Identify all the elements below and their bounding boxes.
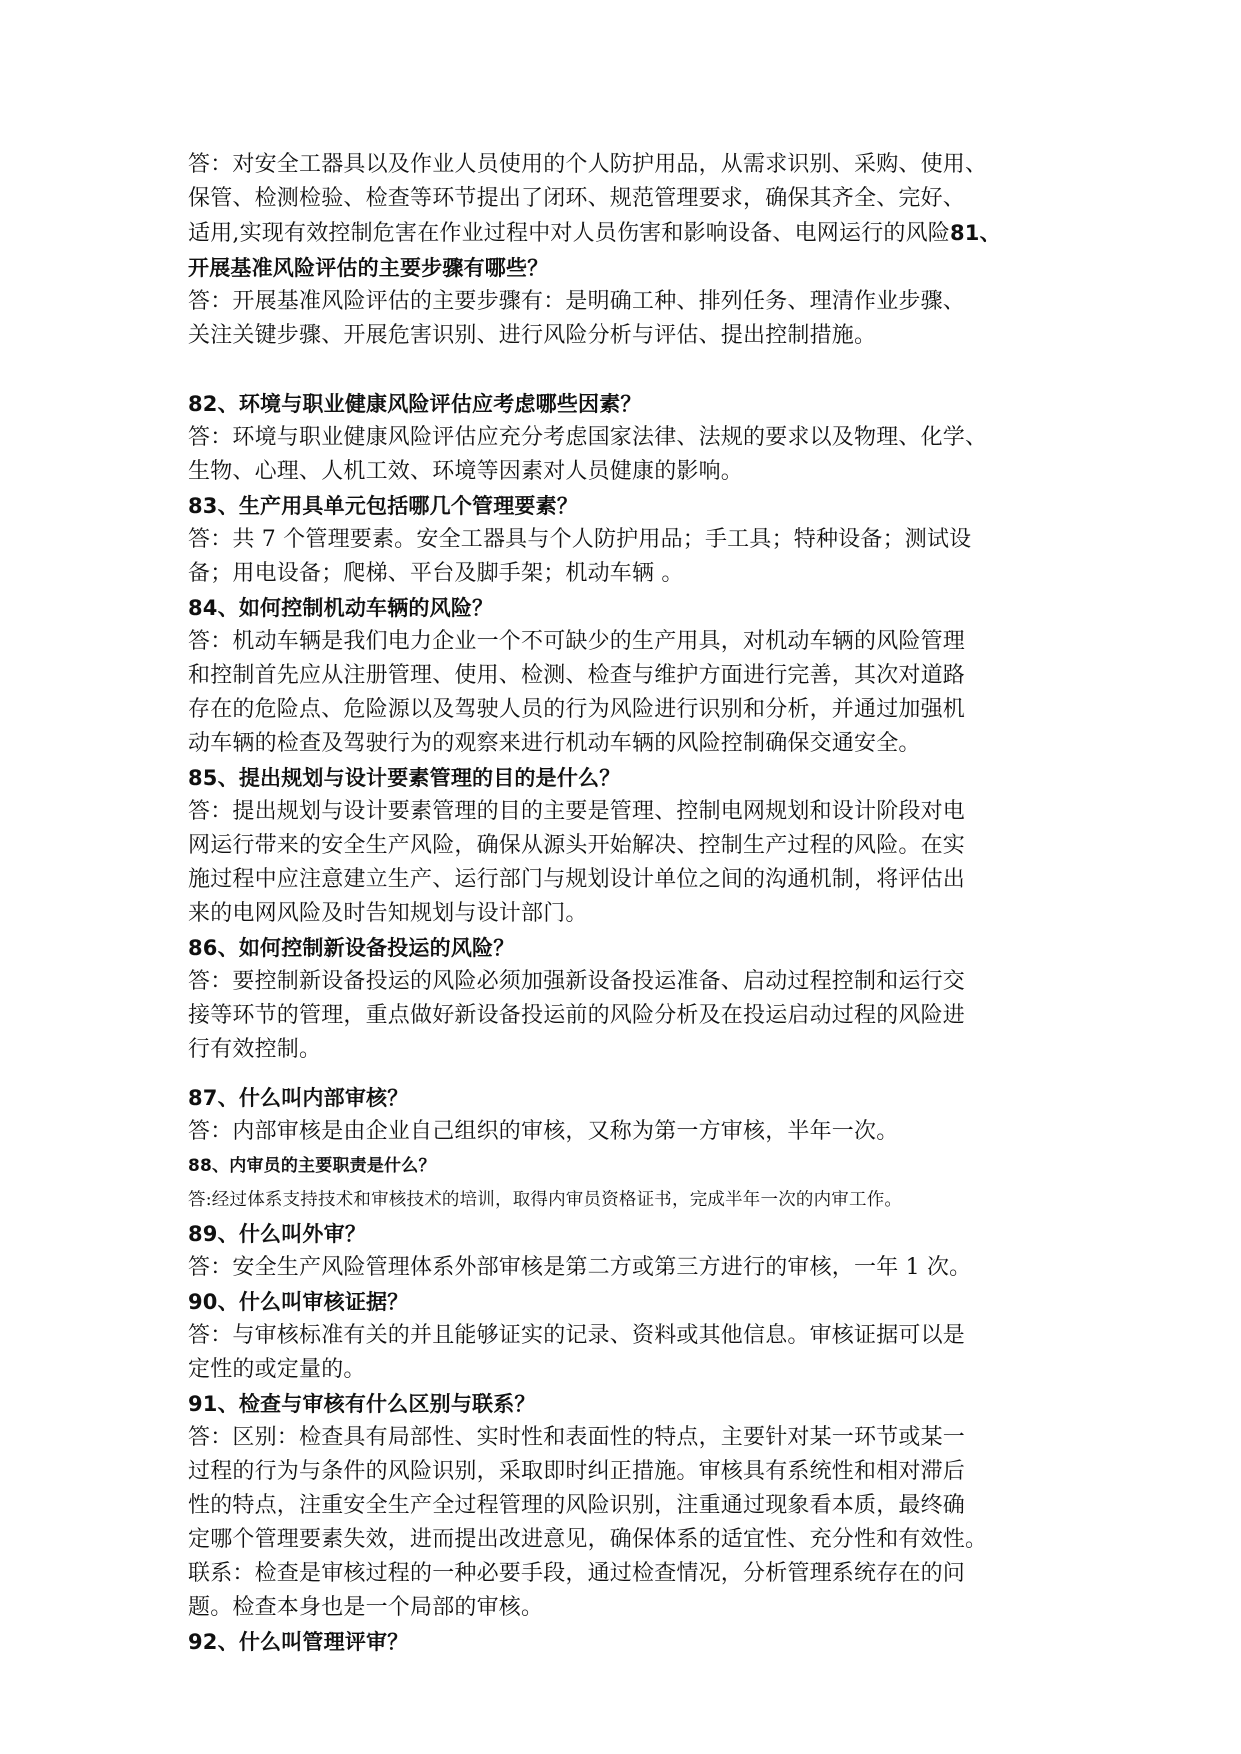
answer-83: 答：共 7 个管理要素。安全工器具与个人防护用品；手工具；特种设备；测试设 xyxy=(188,527,972,552)
answer-82: 生物、心理、人机工效、环境等因素对人员健康的影响。 xyxy=(188,459,744,484)
answer-86: 行有效控制。 xyxy=(188,1037,322,1062)
answer-90: 定性的或定量的。 xyxy=(188,1357,366,1382)
answer-85: 答：提出规划与设计要素管理的目的主要是管理、控制电网规划和设计阶段对电 xyxy=(188,799,966,824)
spacer xyxy=(188,353,1061,387)
answer-86: 接等环节的管理，重点做好新设备投运前的风险分析及在投运启动过程的风险进 xyxy=(188,1003,966,1028)
answer-line: 适用,实现有效控制危害在作业过程中对人员伤害和影响设备、电网运行的风险81、 xyxy=(188,221,1001,246)
question-85: 85、提出规划与设计要素管理的目的是什么？ xyxy=(188,766,621,790)
question-83: 83、生产用具单元包括哪几个管理要素？ xyxy=(188,494,579,518)
answer-82: 答：环境与职业健康风险评估应充分考虑国家法律、法规的要求以及物理、化学、 xyxy=(188,425,988,450)
answer-85: 施过程中应注意建立生产、运行部门与规划设计单位之间的沟通机制，将评估出 xyxy=(188,867,966,892)
answer-87: 答：内部审核是由企业自己组织的审核，又称为第一方审核，半年一次。 xyxy=(188,1119,899,1144)
answer-84: 答：机动车辆是我们电力企业一个不可缺少的生产用具，对机动车辆的风险管理 xyxy=(188,629,966,654)
answer-84: 动车辆的检查及驾驶行为的观察来进行机动车辆的风险控制确保交通安全。 xyxy=(188,731,921,756)
answer-91: 性的特点，注重安全生产全过程管理的风险识别，注重通过现象看本质，最终确 xyxy=(188,1493,966,1518)
question-81: 开展基准风险评估的主要步骤有哪些？ xyxy=(188,256,549,280)
spacer xyxy=(188,1067,1061,1081)
answer-85: 来的电网风险及时告知规划与设计部门。 xyxy=(188,901,588,926)
answer-91: 答：区别：检查具有局部性、实时性和表面性的特点，主要针对某一环节或某一 xyxy=(188,1425,966,1450)
answer-91: 题。检查本身也是一个局部的审核。 xyxy=(188,1595,544,1620)
question-87: 87、什么叫内部审核？ xyxy=(188,1086,409,1110)
question-91: 91、检查与审核有什么区别与联系？ xyxy=(188,1392,536,1416)
answer-89: 答：安全生产风险管理体系外部审核是第二方或第三方进行的审核，一年 1 次。 xyxy=(188,1255,972,1280)
answer-91: 定哪个管理要素失效，进而提出改进意见，确保体系的适宜性、充分性和有效性。 xyxy=(188,1527,988,1552)
answer-84: 和控制首先应从注册管理、使用、检测、检查与维护方面进行完善，其次对道路 xyxy=(188,663,966,688)
answer-88: 答:经过体系支持技术和审核技术的培训，取得内审员资格证书，完成半年一次的内审工作。 xyxy=(188,1190,903,1210)
question-90: 90、什么叫审核证据？ xyxy=(188,1290,409,1314)
answer-84: 存在的危险点、危险源以及驾驶人员的行为风险进行识别和分析，并通过加强机 xyxy=(188,697,966,722)
question-82: 82、环境与职业健康风险评估应考虑哪些因素？ xyxy=(188,392,642,416)
answer-90: 答：与审核标准有关的并且能够证实的记录、资料或其他信息。审核证据可以是 xyxy=(188,1323,966,1348)
question-86: 86、如何控制新设备投运的风险？ xyxy=(188,936,515,960)
answer-81: 答：开展基准风险评估的主要步骤有：是明确工种、排列任务、理清作业步骤、 xyxy=(188,289,966,314)
question-92: 92、什么叫管理评审？ xyxy=(188,1630,409,1654)
answer-85: 网运行带来的安全生产风险，确保从源头开始解决、控制生产过程的风险。在实 xyxy=(188,833,966,858)
answer-86: 答：要控制新设备投运的风险必须加强新设备投运准备、启动过程控制和运行交 xyxy=(188,969,966,994)
answer-91: 过程的行为与条件的风险识别，采取即时纠正措施。审核具有系统性和相对滞后 xyxy=(188,1459,966,1484)
answer-83: 备；用电设备；爬梯、平台及脚手架；机动车辆 。 xyxy=(188,561,684,586)
question-84: 84、如何控制机动车辆的风险？ xyxy=(188,596,494,620)
question-88: 88、内审员的主要职责是什么？ xyxy=(188,1156,436,1176)
question-89: 89、什么叫外审？ xyxy=(188,1222,367,1246)
answer-91: 联系：检查是审核过程的一种必要手段，通过检查情况，分析管理系统存在的问 xyxy=(188,1561,966,1586)
answer-81: 关注关键步骤、开展危害识别、进行风险分析与评估、提出控制措施。 xyxy=(188,323,877,348)
answer-line: 保管、检测检验、检查等环节提出了闭环、规范管理要求，确保其齐全、完好、 xyxy=(188,186,966,211)
answer-line: 答：对安全工器具以及作业人员使用的个人防护用品，从需求识别、采购、使用、 xyxy=(188,152,988,177)
